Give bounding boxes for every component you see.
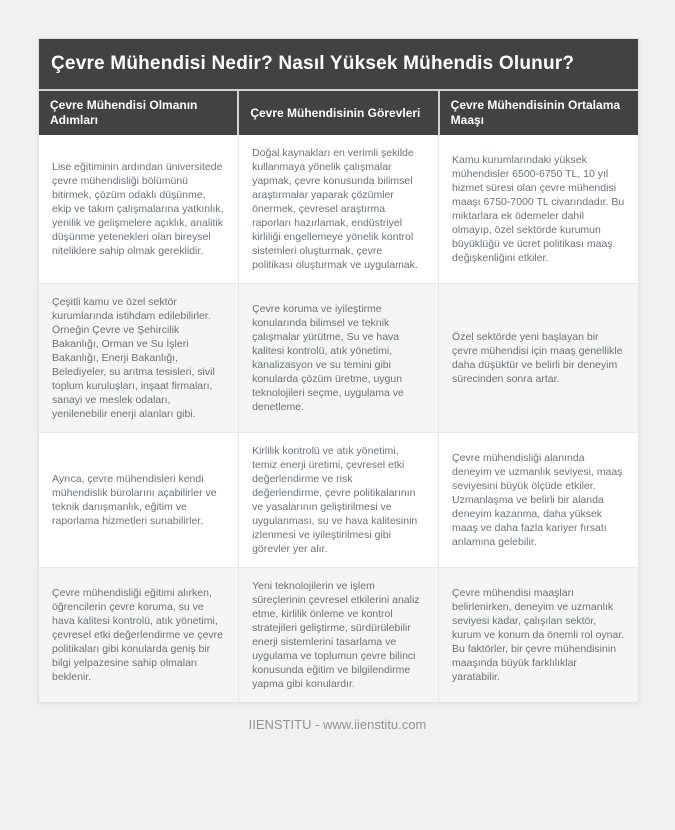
table-cell: Kamu kurumlarındaki yüksek mühendisler 6500-6750 TL, 10 yıl hizmet süresi olan çevre mühendisi maaşı 6750-7000 TL civarındadır. Bu miktarlara ek ödemeler dahil olmayıp, özel sektörde kurumun büyüklüğü ve ücret politikası maaş değişkenliğini etkiler. (438, 135, 638, 283)
footer-credit: IIENSTITU - www.iienstitu.com (248, 717, 427, 732)
table-row (39, 432, 638, 567)
table-row (39, 135, 638, 283)
table-cell: Doğal kaynakları en verimli şekilde kullanmaya yönelik çalışmalar yapmak, çevre konusunda bilimsel araştırmalar yaparak çözümler önermek, çevresel araştırma raporları hazırlamak, endüstriyel kirliliği engellemeye yönelik kontrol sistemleri oluşturmak, çevre politikası oluşturmak ve uygulamak. (238, 135, 438, 283)
column-header-adimlar: Çevre Mühendisi Olmanın Adımları (39, 91, 237, 135)
table-row (39, 283, 638, 432)
column-header-maas: Çevre Mühendisinin Ortalama Maaşı (440, 91, 638, 135)
table-cell: Lise eğitiminin ardından üniversitede çevre mühendisliği bölümünü bitirmek, çözüm odaklı düşünme, ekip ve takım çalışmalarına yatkınlık, yenilik ve gelişmelere açıklık, analitik düşünme yetenekleri olan bireysel niteliklere sahip olmak gereklidir. (39, 135, 238, 283)
column-header-gorevler: Çevre Mühendisinin Görevleri (239, 91, 437, 135)
table-cell: Özel sektörde yeni başlayan bir çevre mühendisi için maaş genellikle daha düşüktür ve belirli bir deneyim sürecinden sonra artar. (438, 283, 638, 432)
table-cell: Çevre koruma ve iyileştirme konularında bilimsel ve teknik çalışmalar yürütme, Su ve hava kalitesi kontrolü, atık yönetimi, kanalizasyon ve su temini gibi konularda çözüm üretme, uygun teknolojileri seçme, uygulama ve denetleme. (238, 283, 438, 432)
table-header-row (39, 89, 638, 135)
infographic-table (38, 38, 639, 703)
table-cell: Kirlilik kontrolü ve atık yönetimi, temiz enerji üretimi, çevresel etki değerlendirme ve risk değerlendirme, çevre politikalarının ve yasalarının geliştirilmesi ve uygulanması, su ve hava kalitesinin izlenmesi ve iyileştirilmesi gibi görevler yer alır. (238, 432, 438, 567)
table-cell: Çeşitli kamu ve özel sektör kurumlarında istihdam edilebilirler. Örneğin Çevre ve Şehircilik Bakanlığı, Orman ve Su İşleri Bakanlığı, Enerji Bakanlığı, Belediyeler, su arıtma tesisleri, sivil toplum kuruluşları, inşaat firmaları, sanayi ve meslek odaları, yenilenebilir enerji alanları gibi. (39, 283, 238, 432)
table-cell: Çevre mühendisliği alanında deneyim ve uzmanlık seviyesi, maaş seviyesini büyük ölçüde etkiler. Uzmanlaşma ve belirli bir alanda deneyim kazanma, daha yüksek maaş ve daha fazla kariyer fırsatı anlamına gelebilir. (438, 432, 638, 567)
table-cell: Çevre mühendisliği eğitimi alırken, öğrencilerin çevre koruma, su ve hava kalitesi kontrolü, atık yönetimi, çevresel etki değerlendirme ve çevre politikaları gibi konularda geniş bir bilgi yelpazesine sahip olmaları beklenir. (39, 567, 238, 702)
page-title: Çevre Mühendisi Nedir? Nasıl Yüksek Mühendis Olunur? (39, 39, 638, 89)
table-cell: Yeni teknolojilerin ve işlem süreçlerinin çevresel etkilerini analiz etme, kirlilik önleme ve kontrol stratejileri geliştirme, sürdürülebilir enerji sistemlerini tasarlama ve uygulama ve toplumun çevre bilinci konusunda eğitim ve bilgilendirme yapma gibi konulardır. (238, 567, 438, 702)
table-row (39, 567, 638, 702)
table-cell: Ayrıca, çevre mühendisleri kendi mühendislik bürolarını açabilirler ve teknik danışmanlık, eğitim ve raporlama hizmetleri sunabilirler. (39, 432, 238, 567)
table-body (39, 135, 638, 702)
table-cell: Çevre mühendisi maaşları belirlenirken, deneyim ve uzmanlık seviyesi kadar, çalışılan sektör, kurum ve konum da önemli rol oynar. Bu faktörler, bir çevre mühendisinin maaşında büyük farklılıklar yaratabilir. (438, 567, 638, 702)
